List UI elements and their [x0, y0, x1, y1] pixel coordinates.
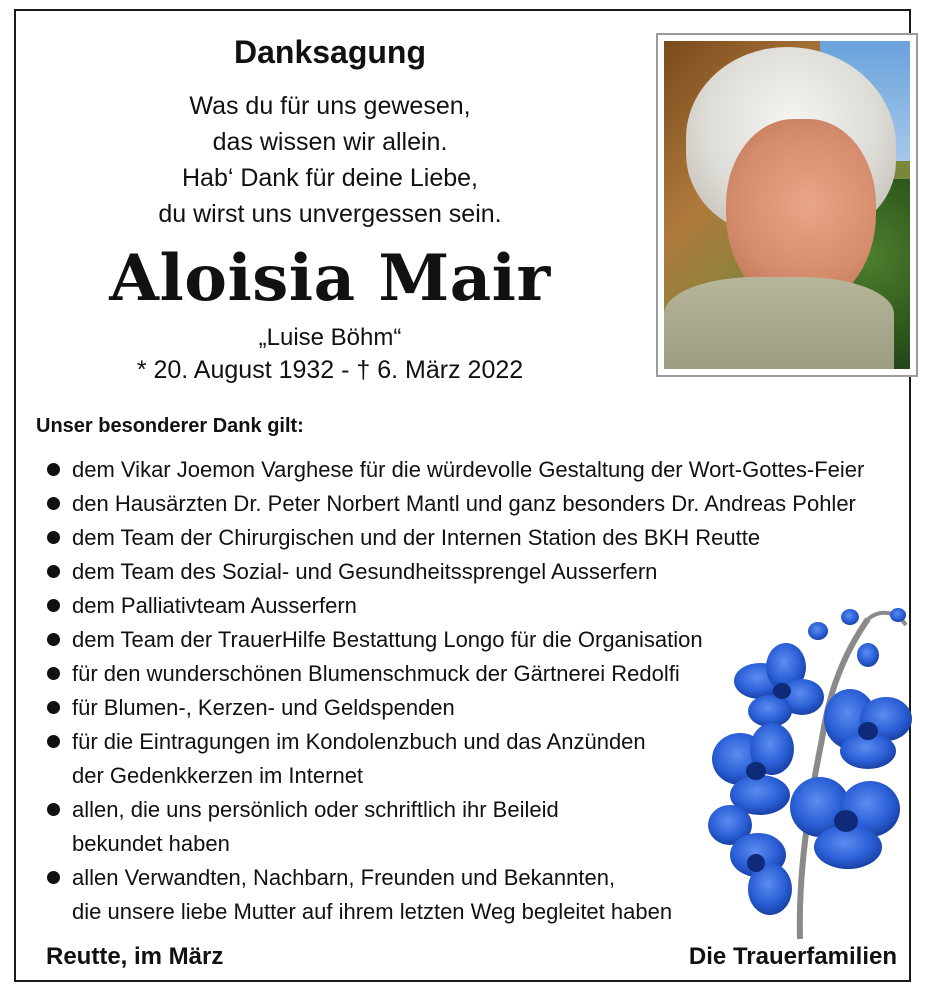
list-item-text: die unsere liebe Mutter auf ihrem letzten Weg begleitet haben — [72, 899, 673, 924]
orchid-icon — [700, 599, 918, 944]
bullet-icon — [47, 599, 60, 612]
portrait-photo — [664, 41, 910, 369]
notice-heading: Danksagung — [233, 34, 427, 70]
list-item-text: dem Palliativteam Ausserfern — [72, 593, 357, 618]
bullet-icon — [47, 497, 60, 510]
bullet-icon — [47, 803, 60, 816]
bullet-icon — [47, 871, 60, 884]
portrait-frame — [656, 33, 918, 377]
list-item — [36, 487, 916, 521]
list-item-text: dem Vikar Joemon Varghese für die würdevolle Gestaltung der Wort-Gottes-Feier — [72, 457, 865, 482]
bullet-icon — [47, 463, 60, 476]
list-item-text: für Blumen-, Kerzen- und Geldspenden — [72, 695, 455, 720]
obituary-notice — [14, 9, 911, 982]
bullet-icon — [47, 633, 60, 646]
list-item-text: den Hausärzten Dr. Peter Norbert Mantl und ganz besonders Dr. Andreas Pohler — [72, 491, 856, 516]
list-item-text: bekundet haben — [72, 831, 230, 856]
life-dates: * 20. August 1932 - † 6. März 2022 — [136, 356, 524, 384]
poem-line: das wissen wir allein. — [212, 128, 448, 156]
photo-shirt — [664, 277, 894, 369]
list-item-text: allen, die uns persönlich oder schriftlich ihr Beileid — [72, 797, 559, 822]
poem-line: Was du für uns gewesen, — [189, 92, 471, 120]
bullet-icon — [47, 667, 60, 680]
list-item-text: dem Team der TrauerHilfe Bestattung Longo für die Organisation — [72, 627, 703, 652]
list-item-text: der Gedenkkerzen im Internet — [72, 763, 364, 788]
list-item-text: dem Team des Sozial- und Gesundheitssprengel Ausserfern — [72, 559, 658, 584]
bullet-icon — [47, 531, 60, 544]
bullet-icon — [47, 701, 60, 714]
poem — [16, 88, 644, 232]
list-item-text: für die Eintragungen im Kondolenzbuch und das Anzünden — [72, 729, 646, 754]
thanks-title: Unser besonderer Dank gilt: — [36, 415, 304, 437]
poem-line: du wirst uns unvergessen sein. — [158, 200, 502, 228]
list-item-text: allen Verwandten, Nachbarn, Freunden und Bekannten, — [72, 865, 616, 890]
list-item — [36, 453, 916, 487]
bullet-icon — [47, 735, 60, 748]
bullet-icon — [47, 565, 60, 578]
list-item-text: für den wunderschönen Blumenschmuck der Gärtnerei Redolfi — [72, 661, 680, 686]
poem-line: Hab‘ Dank für deine Liebe, — [181, 164, 479, 192]
footer-place: Reutte, im März — [46, 943, 224, 970]
deceased-name: Aloisia Mair — [109, 241, 551, 316]
footer-signature: Die Trauerfamilien — [688, 943, 897, 970]
list-item-text: dem Team der Chirurgischen und der Internen Station des BKH Reutte — [72, 525, 761, 550]
list-item — [36, 521, 916, 555]
deceased-nickname: „Luise Böhm“ — [258, 324, 402, 351]
list-item — [36, 555, 916, 589]
